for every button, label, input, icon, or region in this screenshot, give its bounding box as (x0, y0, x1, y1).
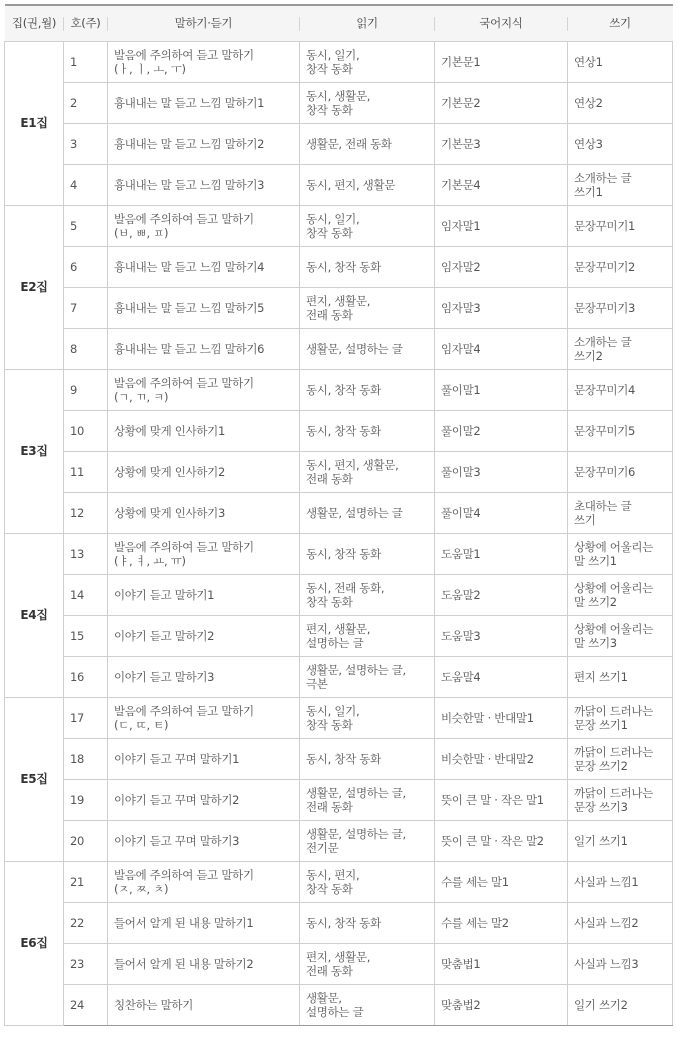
speaking-listening-cell: 발음에 주의하여 듣고 말하기 (ㅏ, ㅣ, ㅗ, ㅜ) (108, 41, 300, 82)
speaking-listening-cell: 이야기 듣고 꾸며 말하기3 (108, 820, 300, 861)
speaking-listening-cell: 칭찬하는 말하기 (108, 984, 300, 1025)
speaking-listening-cell: 발음에 주의하여 듣고 말하기 (ㄷ, ㄸ, ㅌ) (108, 697, 300, 738)
speaking-listening-cell: 흉내내는 말 듣고 느낌 말하기3 (108, 164, 300, 205)
table-row (5, 738, 673, 779)
issue-cell: 12 (64, 492, 108, 533)
issue-cell: 20 (64, 820, 108, 861)
language-knowledge-cell: 임자말4 (435, 328, 568, 369)
writing-cell: 까닭이 드러나는 문장 쓰기1 (568, 697, 673, 738)
table-header (5, 5, 673, 41)
table-row (5, 328, 673, 369)
writing-cell: 편지 쓰기1 (568, 656, 673, 697)
table-row (5, 451, 673, 492)
language-knowledge-cell: 임자말1 (435, 205, 568, 246)
reading-cell: 동시, 편지, 생활문, 전래 동화 (300, 451, 435, 492)
reading-cell: 편지, 생활문, 설명하는 글 (300, 615, 435, 656)
language-knowledge-cell: 도움말2 (435, 574, 568, 615)
issue-cell: 10 (64, 410, 108, 451)
reading-cell: 동시, 일기, 창작 동화 (300, 205, 435, 246)
speaking-listening-cell: 이야기 듣고 꾸며 말하기2 (108, 779, 300, 820)
language-knowledge-cell: 풀이말4 (435, 492, 568, 533)
reading-cell: 생활문, 설명하는 글, 전기문 (300, 820, 435, 861)
language-knowledge-cell: 뜻이 큰 말 · 작은 말2 (435, 820, 568, 861)
speaking-listening-cell: 들어서 알게 된 내용 말하기1 (108, 902, 300, 943)
language-knowledge-cell: 임자말3 (435, 287, 568, 328)
table-row (5, 123, 673, 164)
writing-cell: 문장꾸미기6 (568, 451, 673, 492)
speaking-listening-cell: 이야기 듣고 말하기2 (108, 615, 300, 656)
header-reading: 읽기 (300, 5, 435, 41)
volume-cell: E3집 (5, 369, 64, 533)
issue-cell: 13 (64, 533, 108, 574)
table-row (5, 779, 673, 820)
table-row (5, 984, 673, 1025)
language-knowledge-cell: 풀이말3 (435, 451, 568, 492)
table-row (5, 943, 673, 984)
volume-cell: E5집 (5, 697, 64, 861)
table-row (5, 861, 673, 902)
writing-cell: 사실과 느낌2 (568, 902, 673, 943)
writing-cell: 까닭이 드러나는 문장 쓰기3 (568, 779, 673, 820)
language-knowledge-cell: 풀이말2 (435, 410, 568, 451)
reading-cell: 동시, 창작 동화 (300, 246, 435, 287)
speaking-listening-cell: 흉내내는 말 듣고 느낌 말하기4 (108, 246, 300, 287)
writing-cell: 연상1 (568, 41, 673, 82)
reading-cell: 생활문, 설명하는 글, 극본 (300, 656, 435, 697)
issue-cell: 4 (64, 164, 108, 205)
language-knowledge-cell: 기본문1 (435, 41, 568, 82)
volume-cell: E1집 (5, 41, 64, 205)
reading-cell: 동시, 일기, 창작 동화 (300, 697, 435, 738)
issue-cell: 23 (64, 943, 108, 984)
writing-cell: 상황에 어울리는 말 쓰기1 (568, 533, 673, 574)
volume-cell: E2집 (5, 205, 64, 369)
speaking-listening-cell: 흉내내는 말 듣고 느낌 말하기6 (108, 328, 300, 369)
writing-cell: 일기 쓰기2 (568, 984, 673, 1025)
table-row (5, 902, 673, 943)
speaking-listening-cell: 이야기 듣고 꾸며 말하기1 (108, 738, 300, 779)
speaking-listening-cell: 상황에 맞게 인사하기3 (108, 492, 300, 533)
speaking-listening-cell: 흉내내는 말 듣고 느낌 말하기2 (108, 123, 300, 164)
reading-cell: 동시, 편지, 창작 동화 (300, 861, 435, 902)
table-row (5, 615, 673, 656)
language-knowledge-cell: 기본문2 (435, 82, 568, 123)
writing-cell: 상황에 어울리는 말 쓰기3 (568, 615, 673, 656)
speaking-listening-cell: 흉내내는 말 듣고 느낌 말하기5 (108, 287, 300, 328)
language-knowledge-cell: 도움말1 (435, 533, 568, 574)
reading-cell: 동시, 창작 동화 (300, 902, 435, 943)
volume-cell: E6집 (5, 861, 64, 1025)
table-row (5, 246, 673, 287)
table-row (5, 410, 673, 451)
writing-cell: 문장꾸미기3 (568, 287, 673, 328)
table-row (5, 656, 673, 697)
issue-cell: 18 (64, 738, 108, 779)
reading-cell: 동시, 창작 동화 (300, 738, 435, 779)
header-issue: 호(주) (64, 5, 108, 41)
reading-cell: 생활문, 전래 동화 (300, 123, 435, 164)
speaking-listening-cell: 이야기 듣고 말하기3 (108, 656, 300, 697)
speaking-listening-cell: 흉내내는 말 듣고 느낌 말하기1 (108, 82, 300, 123)
writing-cell: 소개하는 글 쓰기1 (568, 164, 673, 205)
reading-cell: 편지, 생활문, 전래 동화 (300, 943, 435, 984)
writing-cell: 문장꾸미기2 (568, 246, 673, 287)
issue-cell: 3 (64, 123, 108, 164)
reading-cell: 편지, 생활문, 전래 동화 (300, 287, 435, 328)
writing-cell: 소개하는 글 쓰기2 (568, 328, 673, 369)
speaking-listening-cell: 이야기 듣고 말하기1 (108, 574, 300, 615)
speaking-listening-cell: 발음에 주의하여 듣고 말하기 (ㅑ, ㅕ, ㅛ, ㅠ) (108, 533, 300, 574)
table-row (5, 697, 673, 738)
issue-cell: 7 (64, 287, 108, 328)
writing-cell: 초대하는 글 쓰기 (568, 492, 673, 533)
reading-cell: 동시, 창작 동화 (300, 410, 435, 451)
header-speaking-listening: 말하기·듣기 (108, 5, 300, 41)
language-knowledge-cell: 기본문4 (435, 164, 568, 205)
issue-cell: 19 (64, 779, 108, 820)
issue-cell: 15 (64, 615, 108, 656)
curriculum-table-container (4, 4, 672, 1026)
issue-cell: 11 (64, 451, 108, 492)
writing-cell: 문장꾸미기1 (568, 205, 673, 246)
table-row (5, 164, 673, 205)
reading-cell: 생활문, 설명하는 글 (300, 984, 435, 1025)
table-row (5, 369, 673, 410)
language-knowledge-cell: 수를 세는 말1 (435, 861, 568, 902)
language-knowledge-cell: 뜻이 큰 말 · 작은 말1 (435, 779, 568, 820)
writing-cell: 연상2 (568, 82, 673, 123)
header-language-knowledge: 국어지식 (435, 5, 568, 41)
table-body (5, 41, 673, 1025)
speaking-listening-cell: 발음에 주의하여 듣고 말하기 (ㄱ, ㄲ, ㅋ) (108, 369, 300, 410)
volume-cell: E4집 (5, 533, 64, 697)
header-volume: 집(권,월) (5, 5, 64, 41)
issue-cell: 14 (64, 574, 108, 615)
issue-cell: 6 (64, 246, 108, 287)
reading-cell: 동시, 생활문, 창작 동화 (300, 82, 435, 123)
table-row (5, 533, 673, 574)
reading-cell: 동시, 전래 동화, 창작 동화 (300, 574, 435, 615)
table-row (5, 82, 673, 123)
language-knowledge-cell: 임자말2 (435, 246, 568, 287)
issue-cell: 5 (64, 205, 108, 246)
language-knowledge-cell: 비슷한말 · 반대말2 (435, 738, 568, 779)
language-knowledge-cell: 맞춤법1 (435, 943, 568, 984)
issue-cell: 9 (64, 369, 108, 410)
language-knowledge-cell: 맞춤법2 (435, 984, 568, 1025)
issue-cell: 24 (64, 984, 108, 1025)
writing-cell: 사실과 느낌1 (568, 861, 673, 902)
table-row (5, 574, 673, 615)
speaking-listening-cell: 상황에 맞게 인사하기2 (108, 451, 300, 492)
writing-cell: 문장꾸미기4 (568, 369, 673, 410)
issue-cell: 8 (64, 328, 108, 369)
speaking-listening-cell: 상황에 맞게 인사하기1 (108, 410, 300, 451)
curriculum-table (4, 4, 673, 1026)
speaking-listening-cell: 발음에 주의하여 듣고 말하기 (ㅂ, ㅃ, ㅍ) (108, 205, 300, 246)
language-knowledge-cell: 풀이말1 (435, 369, 568, 410)
issue-cell: 1 (64, 41, 108, 82)
speaking-listening-cell: 발음에 주의하여 듣고 말하기 (ㅈ, ㅉ, ㅊ) (108, 861, 300, 902)
language-knowledge-cell: 비슷한말 · 반대말1 (435, 697, 568, 738)
writing-cell: 사실과 느낌3 (568, 943, 673, 984)
writing-cell: 연상3 (568, 123, 673, 164)
writing-cell: 문장꾸미기5 (568, 410, 673, 451)
table-row (5, 492, 673, 533)
language-knowledge-cell: 수를 세는 말2 (435, 902, 568, 943)
speaking-listening-cell: 들어서 알게 된 내용 말하기2 (108, 943, 300, 984)
table-row (5, 205, 673, 246)
language-knowledge-cell: 도움말4 (435, 656, 568, 697)
reading-cell: 생활문, 설명하는 글, 전래 동화 (300, 779, 435, 820)
language-knowledge-cell: 도움말3 (435, 615, 568, 656)
reading-cell: 동시, 일기, 창작 동화 (300, 41, 435, 82)
issue-cell: 2 (64, 82, 108, 123)
issue-cell: 22 (64, 902, 108, 943)
table-row (5, 287, 673, 328)
writing-cell: 일기 쓰기1 (568, 820, 673, 861)
language-knowledge-cell: 기본문3 (435, 123, 568, 164)
header-row (5, 5, 673, 41)
reading-cell: 동시, 창작 동화 (300, 533, 435, 574)
table-row (5, 820, 673, 861)
reading-cell: 동시, 창작 동화 (300, 369, 435, 410)
writing-cell: 상황에 어울리는 말 쓰기2 (568, 574, 673, 615)
reading-cell: 동시, 편지, 생활문 (300, 164, 435, 205)
reading-cell: 생활문, 설명하는 글 (300, 328, 435, 369)
writing-cell: 까닭이 드러나는 문장 쓰기2 (568, 738, 673, 779)
header-writing: 쓰기 (568, 5, 673, 41)
issue-cell: 21 (64, 861, 108, 902)
issue-cell: 17 (64, 697, 108, 738)
reading-cell: 생활문, 설명하는 글 (300, 492, 435, 533)
issue-cell: 16 (64, 656, 108, 697)
table-row (5, 41, 673, 82)
